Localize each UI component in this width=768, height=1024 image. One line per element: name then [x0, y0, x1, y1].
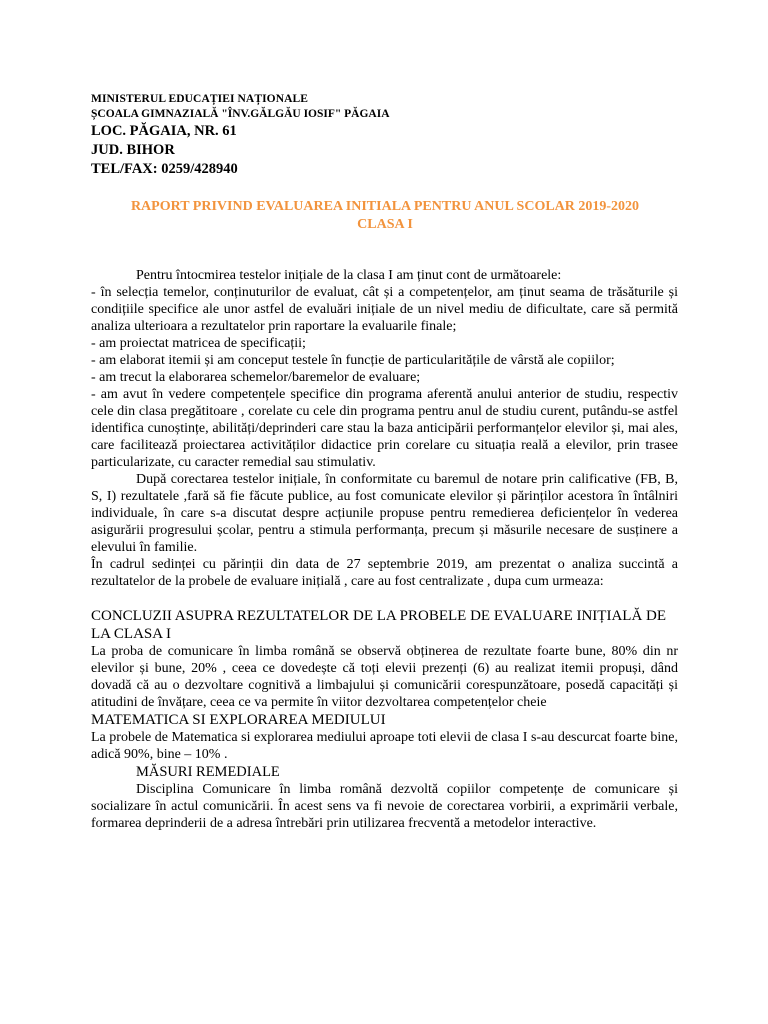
intro-paragraph: Pentru întocmirea testelor inițiale de la clasa I am ținut cont de următoarele:: [136, 268, 562, 283]
list-item: - am elaborat itemii și am conceput testele în funcție de particularitățile de vârstă ale copiilor;: [91, 353, 615, 368]
school-county: JUD. BIHOR: [91, 142, 175, 158]
list-item: - am trecut la elaborarea schemelor/baremelor de evaluare;: [91, 370, 421, 385]
section-heading-math: MATEMATICA SI EXPLORAREA MEDIULUI: [91, 712, 386, 728]
list-item: - am proiectat matricea de specificații;: [91, 336, 306, 351]
spacer: [91, 590, 678, 607]
report-title-line: RAPORT PRIVIND EVALUAREA INITIALA PENTRU ANUL SCOLAR 2019-2020: [130, 199, 640, 214]
school-address: LOC. PĂGAIA, NR. 61: [91, 123, 237, 139]
paragraph: În cadrul sedinței cu părinții din data de 27 septembrie 2019, am prezentat o analiza succintă a rezultatelor de la probele de evaluare inițială , care au fost centralizate , dupa cum urmeaza:: [91, 557, 678, 589]
list-item: - în selecția temelor, conținuturilor de evaluat, cât și a competențelor, am ținut seama de trăsăturile și condițiile specifice ale unor astfel de evaluări inițiale de un nivel mediu de dificultate, care să permită analiza ulterioara a rezultatelor prin raportare la evaluarile finale;: [91, 285, 678, 334]
school-phone: TEL/FAX: 0259/428940: [91, 161, 238, 177]
school-name: ȘCOALA GIMNAZIALĂ "ÎNV.GĂLGĂU IOSIF" PĂGAIA: [91, 108, 390, 120]
school-header: [91, 92, 691, 179]
report-body: [91, 267, 678, 832]
ministry-name: MINISTERUL EDUCAȚIEI NAȚIONALE: [91, 93, 309, 105]
report-class-line: CLASA I: [357, 217, 413, 232]
list-item: - am avut în vedere competențele specifice din programa aferentă anului anterior de studiu, respectiv cele din clasa pregătitoare , corelate cu cele din programa pentru anul de studiu curent, putându-se astfel identifica cunoștințe, abilități/deprinderi care stau la baza anticipării performanțelor elevilor și, mai ales, care facilitează proiectarea activităților didactice prin corelare cu situația reală a elevilor, prin trasee particularizate, cu caracter remedial sau stimulativ.: [91, 387, 678, 470]
paragraph: Disciplina Comunicare în limba română dezvoltă copiilor competențe de comunicare și socializare în actul comunicării. În acest sens va fi nevoie de corectarea vorbirii, a exprimării verbale, formarea deprinderii de a adresa întrebări prin utilizarea frecventă a metodelor interactive.: [91, 782, 678, 831]
paragraph: La probele de Matematica si explorarea mediului aproape toti elevii de clasa I s-au descurcat foarte bine, adică 90%, bine – 10% .: [91, 730, 678, 762]
section-heading-remedial: MĂSURI REMEDIALE: [136, 764, 280, 780]
paragraph: După corectarea testelor inițiale, în conformitate cu baremul de notare prin calificative (FB, B, S, I) rezultatele ,fară să fie făcute publice, au fost comunicate elevilor și părinților acestora în întâlniri individuale, în care s-a discutat despre acțiunile propuse pentru remedierea deficiențelor în vederea asigurării progresului școlar, pentru a stimula performanța, precum și măsurile necesare de susținere a elevului în familie.: [91, 472, 678, 555]
section-heading-conclusions: CONCLUZII ASUPRA REZULTATELOR DE LA PROBELE DE EVALUARE INIȚIALĂ DE LA CLASA I: [91, 608, 667, 642]
paragraph: La proba de comunicare în limba română se observă obținerea de rezultate foarte bune, 80% din nr elevilor și bune, 20% , ceea ce dovedește că toți elevii prezenți (6) au realizat itemii propuși, dând dovadă că au o dezvoltare cognitivă a limbajului și comunicării corespunzătoare, posedă capacități și atitudini de învățare, ceea ce va permite în viitor dezvoltarea competențelor cheie: [91, 644, 678, 710]
report-title: [60, 198, 710, 234]
